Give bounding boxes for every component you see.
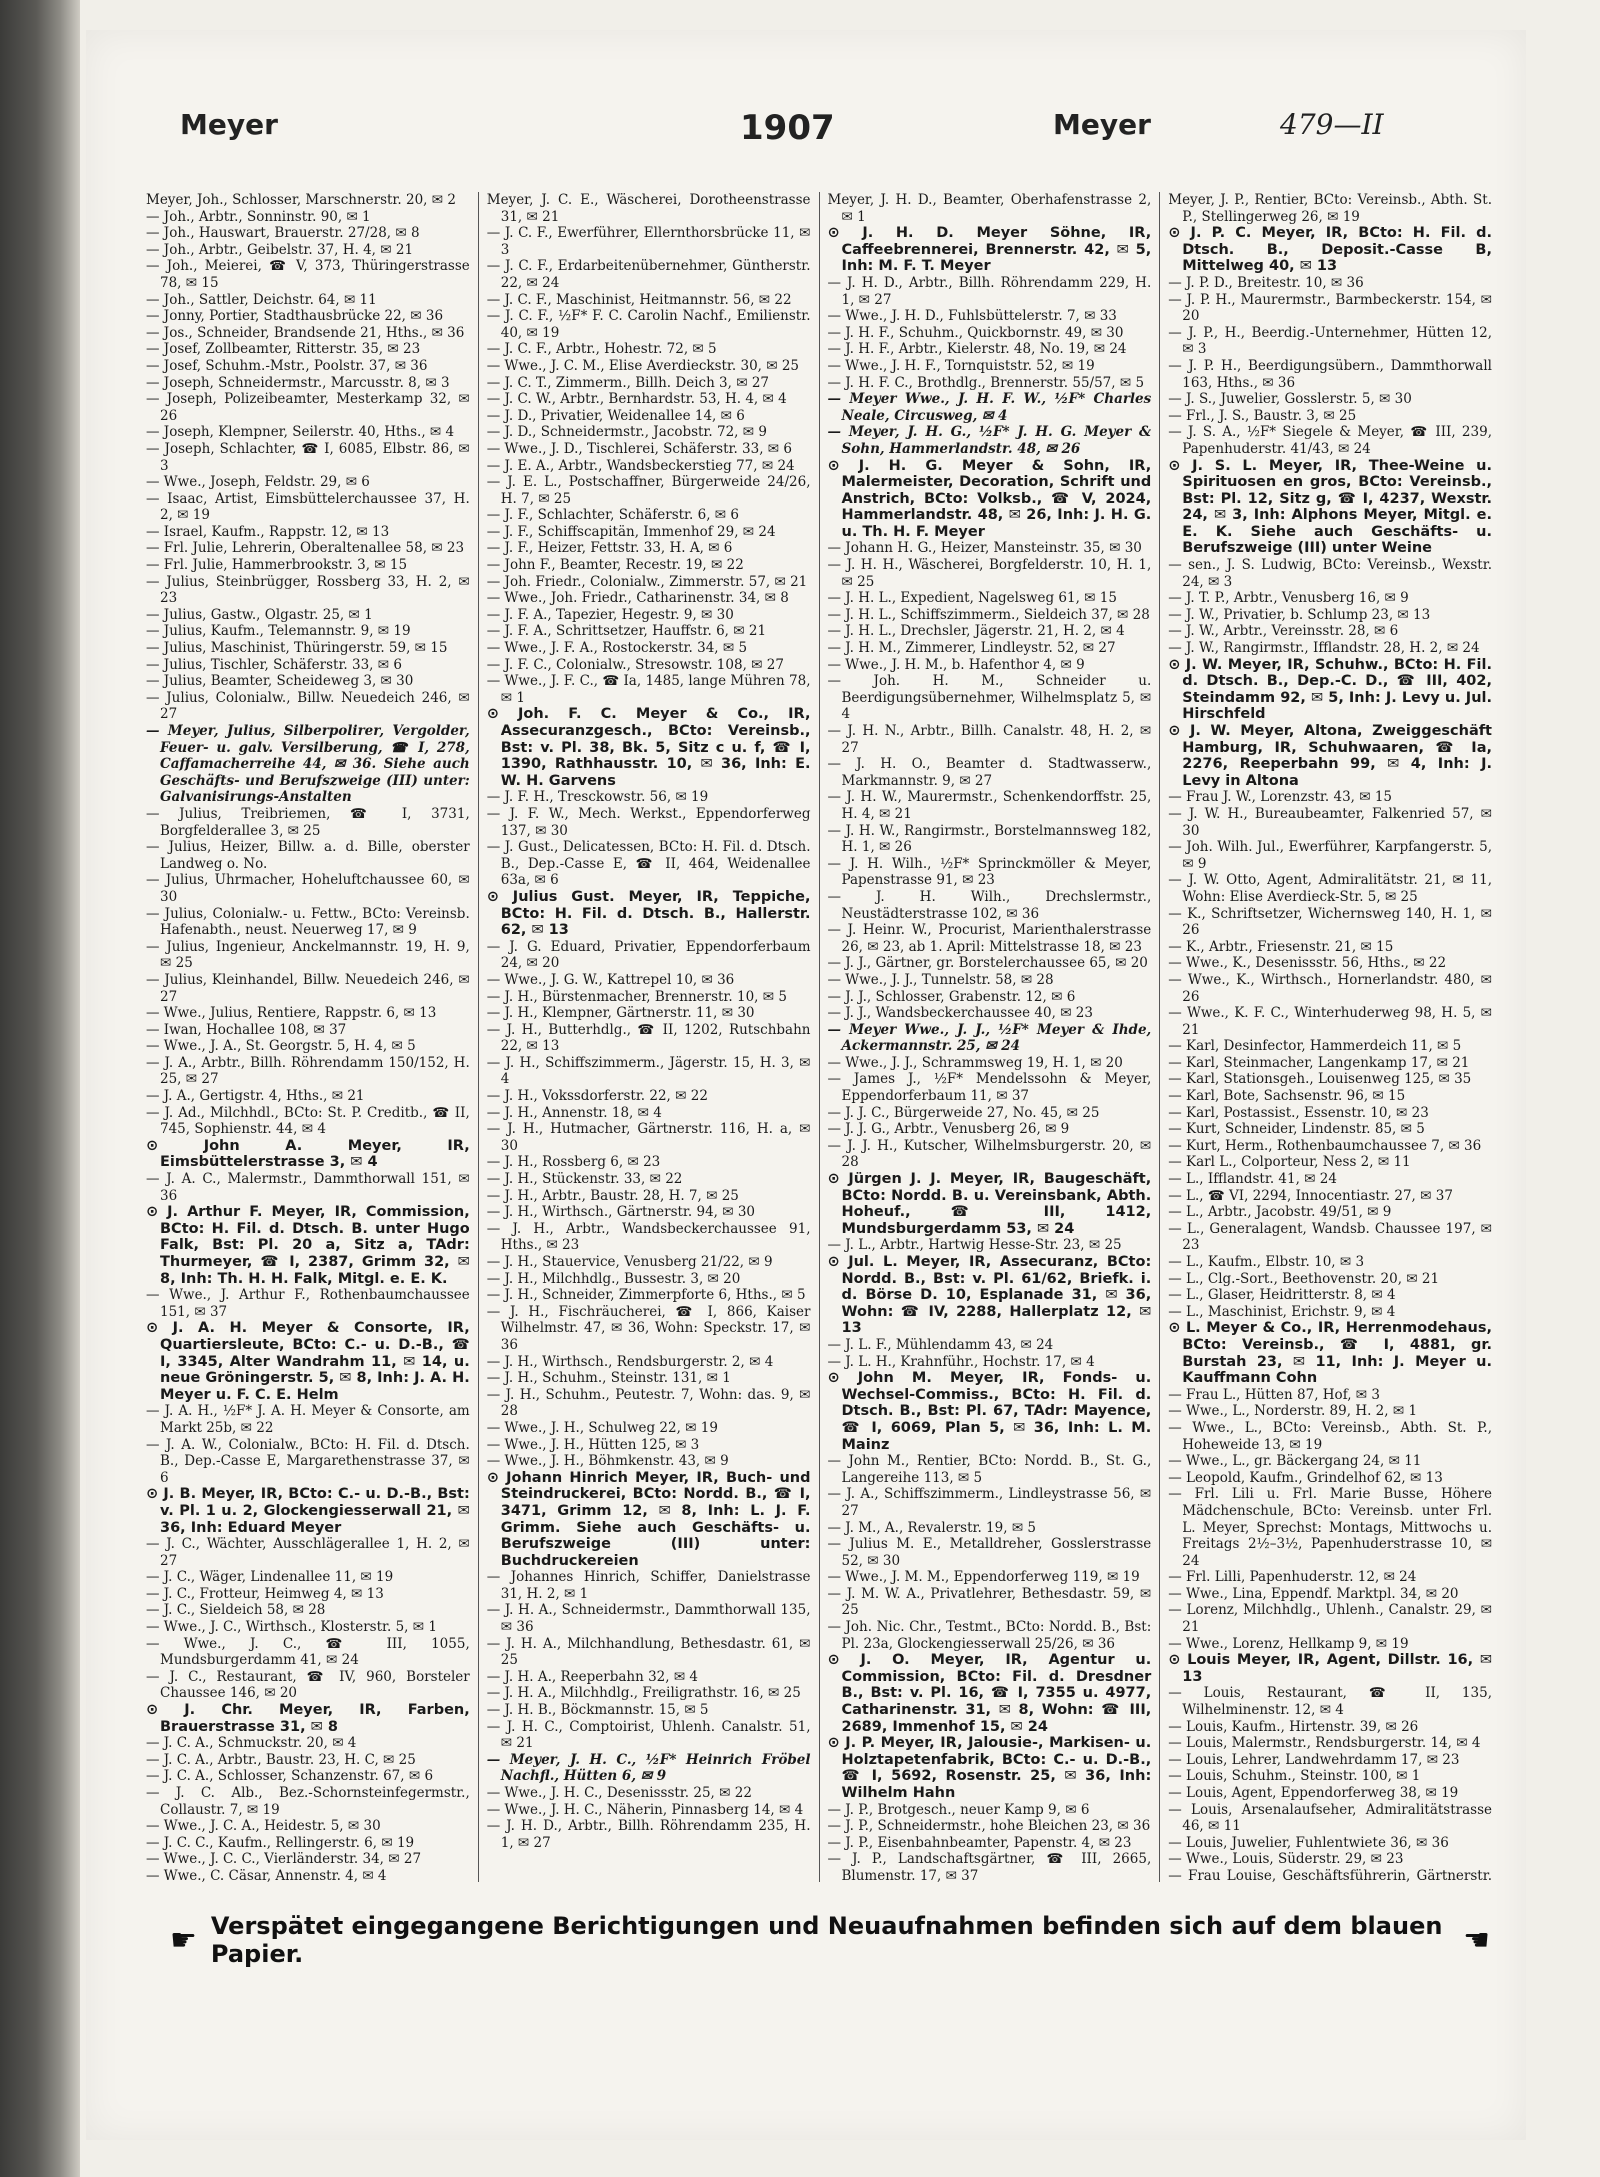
directory-entry: — J. H. A., Schneidermstr., Dammthorwall 135, ✉ 36 — [486, 1602, 811, 1636]
directory-entry: — L., Arbtr., Jacobstr. 49/51, ✉ 9 — [1168, 1204, 1392, 1221]
directory-entry: ⊙ J. H. G. Meyer & Sohn, IR, Malermeister, Decoration, Schrift und Anstrich, BCto: Volksb., ☎ V, 2024, Hammerlandstr. 48, ✉ 26, Inh: J. H. G. u. Th. H. F. Meyer — [827, 457, 1152, 540]
directory-entry: — Wwe., J. H. C., Näherin, Pinnasberg 14, ✉ 4 — [486, 1801, 804, 1818]
directory-entry: — Joh. Wilh. Jul., Ewerführer, Karpfangerstr. 5, ✉ 9 — [1168, 839, 1492, 872]
directory-entry: ⊙ Joh. F. C. Meyer & Co., IR, Assecuranzgesch., BCto: Vereinsb., Bst: v. Pl. 38, Bk. 5, Sitz c u. f, ☎ I, 1390, Rathhausstr. 10, ✉ 36, Inh: E. W. H. Garvens — [486, 706, 811, 789]
directory-entry: — J. C., Wächter, Ausschlägerallee 1, H. 2, ✉ 27 — [146, 1536, 470, 1569]
directory-entry: — J. H. F. C., Brothdlg., Brennerstr. 55/57, ✉ 5 — [827, 374, 1145, 391]
directory-entry: — Wwe., J. H. M., b. Hafenthor 4, ✉ 9 — [827, 656, 1085, 673]
directory-entry: ⊙ J. W. Meyer, Altona, Zweiggeschäft Hamburg, IR, Schuhwaaren, ☎ Ia, 2276, Reeperbahn 99, ✉ 4, Inh: J. Levy in Altona — [1168, 723, 1492, 789]
directory-entry: — Wwe., C. Cäsar, Annenstr. 4, ✉ 4 — [146, 1867, 387, 1882]
directory-entry: — L., Generalagent, Wandsb. Chaussee 197, ✉ 23 — [1168, 1220, 1492, 1254]
directory-entry: — J. J., Schlosser, Grabenstr. 12, ✉ 6 — [827, 988, 1076, 1005]
directory-entry: — Wwe., J. Arthur F., Rothenbaumchaussee 151, ✉ 37 — [146, 1287, 470, 1320]
directory-entry: — Wwe., J. G. W., Kattrepel 10, ✉ 36 — [486, 971, 735, 988]
directory-entry: — Frl. Lili u. Frl. Marie Busse, Höhere Mädchenschule, BCto: Vereinsb. unter Frl. L. Meyer, Sprechst: Montags, Mittwochs u. Freitags 2½–3½, Papenhuderstrasse 10, ✉ 24 — [1168, 1486, 1492, 1569]
directory-entry: — Julius, Heizer, Billw. a. d. Bille, oberster Landweg o. No. — [146, 839, 470, 872]
directory-entry: — Joh., Arbtr., Sonninstr. 90, ✉ 1 — [146, 208, 371, 225]
directory-entry: — Wwe., K., Desenissstr. 56, Hths., ✉ 22 — [1168, 955, 1447, 972]
directory-entry: — Wwe., Julius, Rentiere, Rappstr. 6, ✉ 13 — [146, 1005, 437, 1022]
directory-entry: — J. H., Arbtr., Baustr. 28, H. 7, ✉ 25 — [486, 1187, 739, 1204]
directory-entry: ⊙ J. Arthur F. Meyer, IR, Commission, BCto: H. Fil. d. Dtsch. B. unter Hugo Falk, Bst: Pl. 20 a, Sitz a, TAdr: Thurmeyer, ☎ I, 2387, Grimm 32, ✉ 8, Inh: Th. H. H. Falk, Mitgl. e. E. K. — [146, 1204, 470, 1287]
directory-entry: — Louis, Lehrer, Landwehrdamm 17, ✉ 23 — [1168, 1751, 1460, 1768]
directory-entry: ⊙ J. P. C. Meyer, IR, BCto: H. Fil. d. Dtsch. B., Deposit.-Casse B, Mittelweg 40, ✉ 13 — [1168, 225, 1492, 275]
directory-entry: — Julius, Colonialw., Billw. Neuedeich 246, ✉ 27 — [146, 689, 470, 723]
directory-entry: — J. H. L., Expedient, Nagelsweg 61, ✉ 15 — [827, 590, 1117, 607]
directory-entry: — J. H. F., Schuhm., Quickbornstr. 49, ✉ 30 — [827, 324, 1124, 341]
directory-entry: ⊙ Johann Hinrich Meyer, IR, Buch- und Steindruckerei, BCto: Nordd. B., ☎ I, 3471, Grimm 12, ✉ 8, Inh: L. J. F. Grimm. Siehe auch Geschäfts- u. Berufszweige (III) unter: Buchdruckereien — [486, 1469, 811, 1569]
directory-entry: — Frl. Julie, Hammerbrookstr. 3, ✉ 15 — [146, 557, 408, 574]
directory-entry: — Leopold, Kaufm., Grindelhof 62, ✉ 13 — [1168, 1469, 1443, 1486]
directory-entry: — Julius, Steinbrügger, Rossberg 33, H. 2, ✉ 23 — [146, 573, 470, 607]
directory-entry: — J. C. Alb., Bez.-Schornsteinfegermstr., Collaustr. 7, ✉ 19 — [146, 1785, 470, 1818]
directory-entry: — Lorenz, Milchhdlg., Uhlenh., Canalstr. 29, ✉ 21 — [1168, 1602, 1492, 1636]
directory-entry: ⊙ J. O. Meyer, IR, Agentur u. Commission, BCto: Fil. d. Dresdner B., Bst: v. Pl. 16, ☎ I, 7355 u. 4977, Catharinenstr. 31, ✉ 8, Wohn: ☎ III, 2689, Immenhof 15, ✉ 24 — [827, 1652, 1152, 1735]
directory-entry: — J. C. C., Kaufm., Rellingerstr. 6, ✉ 19 — [146, 1834, 415, 1851]
directory-entry: — J. H., Schuhm., Peutestr. 7, Wohn: das. 9, ✉ 28 — [486, 1386, 811, 1420]
directory-entry: — Wwe., Joseph, Feldstr. 29, ✉ 6 — [146, 474, 370, 491]
directory-entry: — J. J. H., Kutscher, Wilhelmsburgerstr. 20, ✉ 28 — [827, 1137, 1152, 1171]
directory-entry: ⊙ John M. Meyer, IR, Fonds- u. Wechsel-Commiss., BCto: H. Fil. d. Dtsch. B., Bst: Pl. 67, TAdr: Mayence, ☎ I, 6069, Plan 5, ✉ 36, Inh: L. M. Mainz — [827, 1370, 1152, 1453]
directory-entry: — Wwe., J. H. F., Tornquiststr. 52, ✉ 19 — [827, 357, 1095, 374]
directory-entry: — J. C. W., Arbtr., Bernhardstr. 53, H. 4, ✉ 4 — [486, 391, 787, 408]
directory-entry: — Wwe., Louis, Süderstr. 29, ✉ 23 — [1168, 1851, 1404, 1868]
directory-entry: — Wwe., J. H. D., Fuhlsbüttelerstr. 7, ✉ 33 — [827, 308, 1117, 325]
directory-entry: ⊙ J. S. L. Meyer, IR, Thee-Weine u. Spirituosen en gros, BCto: Vereinsb., Bst: Pl. 12, Sitz g, ☎ I, 4237, Wexstr. 24, ✉ 3, Inh: Alphons Meyer, Mitgl. e. E. K. Siehe auch Geschäfts- u. Berufszweige (III) unter Weine — [1168, 457, 1492, 557]
directory-entry: — J. D., Schneidermstr., Jacobstr. 72, ✉ 9 — [486, 424, 767, 441]
directory-entry: — Johannes Hinrich, Schiffer, Danielstrasse 31, H. 2, ✉ 1 — [486, 1569, 811, 1602]
directory-entry: Meyer, J. P., Rentier, BCto: Vereinsb., Abth. St. P., Stellingerweg 26, ✉ 19 — [1168, 192, 1492, 225]
directory-entry: — J. A. W., Colonialw., BCto: H. Fil. d. Dtsch. B., Dep.-Casse E, Margarethenstrasse 37, ✉ 6 — [146, 1436, 470, 1486]
directory-entry: — J. C. A., Schmuckstr. 20, ✉ 4 — [146, 1735, 357, 1752]
directory-entry: — Meyer Wwe., J. J., ½F* Meyer & Ihde, Ackermannstr. 25, ✉ 24 — [827, 1021, 1152, 1055]
directory-entry: — Wwe., Lina, Eppendf. Marktpl. 34, ✉ 20 — [1168, 1585, 1459, 1602]
directory-entry: — Wwe., Joh. Friedr., Catharinenstr. 34, ✉ 8 — [486, 590, 789, 607]
directory-entry: — Johann H. G., Heizer, Mansteinstr. 35, ✉ 30 — [827, 540, 1142, 557]
directory-entry: — J. H., Butterhdlg., ☎ II, 1202, Rutschbahn 22, ✉ 13 — [486, 1021, 811, 1055]
directory-entry: Meyer, J. C. E., Wäscherei, Dorotheenstrasse 31, ✉ 21 — [486, 192, 811, 225]
directory-entry: — Frau L., Hütten 87, Hof, ✉ 3 — [1168, 1386, 1380, 1403]
directory-entry: — J. H. W., Rangirmstr., Borstelmannsweg 182, H. 1, ✉ 26 — [827, 822, 1152, 856]
directory-entry: — Kurt, Herm., Rothenbaumchaussee 7, ✉ 36 — [1168, 1137, 1482, 1154]
directory-entry: — Josef, Schuhm.-Mstr., Poolstr. 37, ✉ 36 — [146, 357, 428, 374]
directory-entry: — J. H. L., Drechsler, Jägerstr. 21, H. 2, ✉ 4 — [827, 623, 1125, 640]
directory-entry: — Karl, Postassist., Essenstr. 10, ✉ 23 — [1168, 1104, 1429, 1121]
directory-entry: — J. H. Wilh., ½F* Sprinckmöller & Meyer, Papenstrasse 91, ✉ 23 — [827, 855, 1152, 889]
directory-entry: — Josef, Zollbeamter, Ritterstr. 35, ✉ 23 — [146, 341, 421, 358]
directory-entry: — L., Ifflandstr. 41, ✉ 24 — [1168, 1171, 1337, 1188]
directory-entry: ⊙ J. Chr. Meyer, IR, Farben, Brauerstrasse 31, ✉ 8 — [146, 1702, 470, 1735]
directory-entry: — Julius, Treibriemen, ☎ I, 3731, Borgfelderallee 3, ✉ 25 — [146, 805, 470, 839]
directory-entry: — Wwe., L., Norderstr. 89, H. 2, ✉ 1 — [1168, 1403, 1418, 1420]
directory-entry: — L., Maschinist, Erichstr. 9, ✉ 4 — [1168, 1303, 1396, 1320]
directory-entry: — John M., Rentier, BCto: Nordd. B., St. G., Langereihe 113, ✉ 5 — [827, 1453, 1152, 1486]
directory-entry: — James J., ½F* Mendelssohn & Meyer, Eppendorferbaum 11, ✉ 37 — [827, 1071, 1152, 1105]
directory-entry: — J. L. H., Krahnführ., Hochstr. 17, ✉ 4 — [827, 1353, 1095, 1370]
directory-entry: — Joh. Nic. Chr., Testmt., BCto: Nordd. B., Bst: Pl. 23a, Glockengiesserwall 25/26, ✉ 36 — [827, 1619, 1152, 1652]
directory-entry: — J. F. C., Colonialw., Stresowstr. 108, ✉ 27 — [486, 656, 784, 673]
directory-entry: — Karl, Bote, Sachsenstr. 96, ✉ 15 — [1168, 1088, 1406, 1105]
directory-entry: — Wwe., K. F. C., Winterhuderweg 98, H. 5, ✉ 21 — [1168, 1005, 1492, 1038]
directory-entry: — Isaac, Artist, Eimsbüttelerchaussee 37, H. 2, ✉ 19 — [146, 490, 470, 524]
directory-columns — [138, 192, 1500, 1882]
directory-entry: — J. P. H., Beerdigungsübern., Dammthorwall 163, Hths., ✉ 36 — [1168, 357, 1492, 391]
directory-entry: — Wwe., L., gr. Bäckergang 24, ✉ 11 — [1168, 1453, 1422, 1470]
directory-entry: — J. F. A., Schrittsetzer, Hauffstr. 6, ✉ 21 — [486, 623, 767, 640]
directory-entry: — L., Kaufm., Elbstr. 10, ✉ 3 — [1168, 1254, 1365, 1270]
column-3 — [820, 192, 1161, 1882]
footer-text: Verspätet eingegangene Berichtigungen und Neuaufnahmen befinden sich auf dem blauen Papier. — [210, 1912, 1443, 1968]
directory-entry: ⊙ Jürgen J. J. Meyer, IR, Baugeschäft, BCto: Nordd. B. u. Vereinsbank, Abth. Hoheuf., ☎ III, 1412, Mundsburgerdamm 53, ✉ 24 — [827, 1171, 1152, 1237]
directory-entry: — J. H., Klempner, Gärtnerstr. 11, ✉ 30 — [486, 1005, 755, 1022]
directory-entry: — Joh. H. M., Schneider u. Beerdigungsübernehmer, Wilhelmsplatz 5, ✉ 4 — [827, 673, 1152, 723]
directory-entry: ⊙ J. A. H. Meyer & Consorte, IR, Quartiersleute, BCto: C.- u. D.-B., ☎ I, 3345, Alter Wandrahm 11, ✉ 14, u. neue Gröningerstr. 5, ✉ 8, Inh: J. A. H. Meyer u. F. C. E. Helm — [146, 1320, 470, 1403]
directory-entry: — Wwe., J. C., ☎ III, 1055, Mundsburgerdamm 41, ✉ 24 — [146, 1635, 470, 1669]
directory-entry: — J. H. D., Arbtr., Billh. Röhrendamm 229, H. 1, ✉ 27 — [827, 274, 1152, 308]
directory-entry: — J. A. C., Malermstr., Dammthorwall 151, ✉ 36 — [146, 1171, 470, 1204]
directory-entry: — L., Clg.-Sort., Beethovenstr. 20, ✉ 21 — [1168, 1270, 1440, 1287]
directory-entry: — J. F. H., Tresckowstr. 56, ✉ 19 — [486, 789, 709, 806]
directory-entry: — J. Heinr. W., Procurist, Marienthalerstrasse 26, ✉ 23, ab 1. April: Mittelstrasse 18, ✉ 23 — [827, 922, 1152, 955]
directory-entry: — Joseph, Schlachter, ☎ I, 6085, Elbstr. 86, ✉ 3 — [146, 440, 470, 474]
directory-entry: — J. J. G., Arbtr., Venusberg 26, ✉ 9 — [827, 1121, 1070, 1138]
directory-entry: — Joseph, Schneidermstr., Marcusstr. 8, ✉ 3 — [146, 374, 450, 391]
directory-entry: — Wwe., J. H., Böhmkenstr. 43, ✉ 9 — [486, 1453, 729, 1470]
directory-entry: — Frau J. W., Lorenzstr. 43, ✉ 15 — [1168, 789, 1393, 806]
directory-entry: — Frl. Lilli, Papenhuderstr. 12, ✉ 24 — [1168, 1569, 1417, 1586]
directory-entry: — Karl, Desinfector, Hammerdeich 11, ✉ 5 — [1168, 1038, 1462, 1055]
pointing-hand-icon: ☛ — [170, 1922, 197, 1958]
directory-entry: — J. H., Milchhdlg., Bussestr. 3, ✉ 20 — [486, 1270, 741, 1287]
directory-entry: — J. D., Privatier, Weidenallee 14, ✉ 6 — [486, 407, 745, 424]
footer-notice — [170, 1912, 1490, 1968]
directory-entry: — Karl, Steinmacher, Langenkamp 17, ✉ 21 — [1168, 1054, 1470, 1071]
directory-entry: — J. H., Annenstr. 18, ✉ 4 — [486, 1104, 662, 1121]
directory-entry: — J. H., Schuhm., Steinstr. 131, ✉ 1 — [486, 1370, 731, 1387]
directory-entry: — Wwe., J. F. A., Rostockerstr. 34, ✉ 5 — [486, 640, 748, 657]
directory-entry: — Wwe., J. H., Hütten 125, ✉ 3 — [486, 1436, 700, 1453]
directory-entry: — Julius M. E., Metalldreher, Gosslerstrasse 52, ✉ 30 — [827, 1536, 1152, 1569]
directory-entry: — Karl L., Colporteur, Ness 2, ✉ 11 — [1168, 1154, 1411, 1171]
directory-entry: — Julius, Uhrmacher, Hoheluftchaussee 60, ✉ 30 — [146, 872, 470, 905]
directory-entry: — Frau Louise, Geschäftsführerin, Gärtnerstr. — [1168, 1867, 1492, 1882]
directory-entry: — J. H. L., Schiffszimmerm., Sieldeich 37, ✉ 28 — [827, 606, 1150, 623]
directory-entry: — J. C., Sieldeich 58, ✉ 28 — [146, 1602, 326, 1619]
directory-entry: — Wwe., J. H. C., Desenissstr. 25, ✉ 22 — [486, 1785, 752, 1801]
directory-entry: Meyer, Joh., Schlosser, Marschnerstr. 20, ✉ 2 — [146, 192, 456, 208]
directory-entry: — J. P. D., Breitestr. 10, ✉ 36 — [1168, 274, 1364, 291]
directory-entry: — Louis, Malermstr., Rendsburgerstr. 14, ✉ 4 — [1168, 1735, 1481, 1752]
directory-entry: ⊙ J. P. Meyer, IR, Jalousie-, Markisen- u. Holztapetenfabrik, BCto: C.- u. D.-B., ☎ I, 5692, Rosenstr. 25, ✉ 36, Inh: Wilhelm Hahn — [827, 1735, 1152, 1801]
directory-entry: — Wwe., J. M. M., Eppendorferweg 119, ✉ 19 — [827, 1569, 1140, 1586]
directory-entry: — Joh., Meierei, ☎ V, 373, Thüringerstrasse 78, ✉ 15 — [146, 258, 470, 291]
directory-entry: — J. F. A., Tapezier, Hegestr. 9, ✉ 30 — [486, 606, 734, 623]
directory-entry: — Wwe., J. A., St. Georgstr. 5, H. 4, ✉ 5 — [146, 1038, 416, 1055]
directory-entry: — J. H. A., Reeperbahn 32, ✉ 4 — [486, 1668, 699, 1685]
directory-entry: — J. A., Arbtr., Billh. Röhrendamm 150/152, H. 25, ✉ 27 — [146, 1054, 470, 1088]
directory-entry: — Louis, Juwelier, Fuhlentwiete 36, ✉ 36 — [1168, 1834, 1449, 1851]
directory-entry: — Frl. Julie, Lehrerin, Oberaltenallee 58, ✉ 23 — [146, 540, 465, 557]
directory-entry: — J. C., Wäger, Lindenallee 11, ✉ 19 — [146, 1569, 394, 1586]
directory-entry: — Joh., Sattler, Deichstr. 64, ✉ 11 — [146, 291, 377, 308]
directory-entry: — John F., Beamter, Recestr. 19, ✉ 22 — [486, 557, 744, 574]
directory-entry: — J. H. W., Maurermstr., Schenkendorffstr. 25, H. 4, ✉ 21 — [827, 789, 1152, 822]
directory-entry: — J. A., Gertigstr. 4, Hths., ✉ 21 — [146, 1088, 365, 1105]
directory-entry: — J. M., A., Revalerstr. 19, ✉ 5 — [827, 1519, 1037, 1536]
directory-entry: — Joseph, Polizeibeamter, Mesterkamp 32, ✉ 26 — [146, 391, 470, 424]
directory-entry: — K., Arbtr., Friesenstr. 21, ✉ 15 — [1168, 938, 1394, 955]
directory-entry: — J. L., Arbtr., Hartwig Hesse-Str. 23, ✉ 25 — [827, 1237, 1122, 1254]
directory-entry: — Julius, Maschinist, Thüringerstr. 59, ✉ 15 — [146, 640, 448, 657]
directory-entry: — J. H. H., Wäscherei, Borgfelderstr. 10, H. 1, ✉ 25 — [827, 557, 1152, 590]
directory-entry: — Louis, Restaurant, ☎ II, 135, Wilhelminenstr. 12, ✉ 4 — [1168, 1685, 1492, 1719]
directory-entry: — J. A. H., ½F* J. A. H. Meyer & Consorte, am Markt 25b, ✉ 22 — [146, 1403, 470, 1436]
directory-entry: — Iwan, Hochallee 108, ✉ 37 — [146, 1021, 347, 1038]
directory-entry: — J. H. D., Arbtr., Billh. Röhrendamm 235, H. 1, ✉ 27 — [486, 1818, 811, 1851]
directory-entry: ⊙ Jul. L. Meyer, IR, Assecuranz, BCto: Nordd. B., Bst: v. Pl. 61/62, Briefk. i. d. Börse D. 10, Esplanade 31, ✉ 36, Wohn: ☎ IV, 2288, Hallerplatz 12, ✉ 13 — [827, 1254, 1152, 1337]
directory-entry: ⊙ L. Meyer & Co., IR, Herrenmodehaus, BCto: Vereinsb., ☎ I, 4881, gr. Burstah 23, ✉ 11, Inh: J. Meyer u. Kauffmann Cohn — [1168, 1320, 1492, 1387]
directory-entry: — J. J. C., Bürgerweide 27, No. 45, ✉ 25 — [827, 1104, 1100, 1121]
directory-entry: — J. H., Bürstenmacher, Brennerstr. 10, ✉ 5 — [486, 988, 787, 1005]
directory-entry: — Frl., J. S., Baustr. 3, ✉ 25 — [1168, 407, 1357, 424]
directory-entry: — J. H. A., Milchhandlung, Bethesdastr. 61, ✉ 25 — [486, 1635, 811, 1669]
directory-entry: — J. H., Hutmacher, Gärtnerstr. 116, H. a, ✉ 30 — [486, 1121, 811, 1154]
directory-entry: — J. H. B., Böckmannstr. 15, ✉ 5 — [486, 1702, 709, 1719]
header-year: 1907 — [740, 108, 835, 148]
directory-entry: — K., Schriftsetzer, Wichernsweg 140, H. 1, ✉ 26 — [1168, 905, 1492, 939]
column-4 — [1160, 192, 1500, 1882]
directory-entry: — J. C. F., ½F* F. C. Carolin Nachf., Emilienstr. 40, ✉ 19 — [486, 308, 811, 341]
directory-entry: — J. H. O., Beamter d. Stadtwasserw., Markmannstr. 9, ✉ 27 — [827, 756, 1152, 789]
directory-entry: — Louis, Arsenalaufseher, Admiralitätstrasse 46, ✉ 11 — [1168, 1801, 1492, 1835]
directory-entry: — J. J., Gärtner, gr. Borstelerchaussee 65, ✉ 20 — [827, 955, 1148, 972]
directory-entry: — Louis, Kaufm., Hirtenstr. 39, ✉ 26 — [1168, 1718, 1419, 1735]
directory-entry: — J. H., Stauervice, Venusberg 21/22, ✉ 9 — [486, 1254, 773, 1270]
directory-entry: — Julius, Colonialw.- u. Fettw., BCto: Vereinsb. Hafenabth., neust. Neuerweg 17, ✉ 9 — [146, 905, 470, 939]
directory-entry: — J. H. F., Arbtr., Kielerstr. 48, No. 19, ✉ 24 — [827, 341, 1127, 358]
directory-entry: — Meyer, Julius, Silberpolirer, Vergolder, Feuer- u. galv. Versilberung, ☎ I, 278, Caffamacherreihe 44, ✉ 36. Siehe auch Geschäfts- und Berufszweige (III) unter: Galvanisirungs-Anstalten — [146, 723, 470, 806]
directory-entry: — J. H. Wilh., Drechslermstr., Neustädterstrasse 102, ✉ 36 — [827, 888, 1152, 922]
directory-entry: — Julius, Kaufm., Telemannstr. 9, ✉ 19 — [146, 623, 411, 640]
directory-entry: — J. C. A., Schlosser, Schanzenstr. 67, ✉ 6 — [146, 1768, 434, 1785]
directory-entry: — J. W., Arbtr., Vereinsstr. 28, ✉ 6 — [1168, 623, 1399, 640]
directory-entry: — J. A., Schiffszimmerm., Lindleystrasse 56, ✉ 27 — [827, 1486, 1152, 1519]
scan-binding-edge — [0, 0, 80, 2177]
directory-entry: — J. M. W. A., Privatlehrer, Bethesdastr. 59, ✉ 25 — [827, 1585, 1152, 1619]
directory-entry: — Meyer, J. H. G., ½F* J. H. G. Meyer & Sohn, Hammerlandstr. 48, ✉ 26 — [827, 424, 1152, 457]
directory-entry: — J. L. F., Mühlendamm 43, ✉ 24 — [827, 1336, 1054, 1353]
directory-entry: — J. W., Privatier, b. Schlump 23, ✉ 13 — [1168, 606, 1431, 623]
directory-entry: — J. H., Schneider, Zimmerpforte 6, Hths., ✉ 5 — [486, 1287, 806, 1304]
directory-entry: — J. F. W., Mech. Werkst., Eppendorferweg 137, ✉ 30 — [486, 805, 811, 839]
directory-entry: — Wwe., Lorenz, Hellkamp 9, ✉ 19 — [1168, 1635, 1409, 1652]
directory-entry: — J. T. P., Arbtr., Venusberg 16, ✉ 9 — [1168, 590, 1409, 607]
directory-entry: ⊙ Julius Gust. Meyer, IR, Teppiche, BCto: H. Fil. d. Dtsch. B., Hallerstr. 62, ✉ 13 — [486, 888, 811, 939]
header-surname-right: Meyer — [1053, 108, 1151, 141]
directory-entry: — Wwe., J. H., Schulweg 22, ✉ 19 — [486, 1419, 718, 1436]
directory-entry: — J. E. A., Arbtr., Wandsbeckerstieg 77, ✉ 24 — [486, 457, 795, 474]
directory-entry: — J. H. M., Zimmerer, Lindleystr. 52, ✉ 27 — [827, 640, 1116, 657]
directory-entry: — J. H. A., Milchhdlg., Freiligrathstr. 16, ✉ 25 — [486, 1685, 801, 1702]
directory-entry: — J. H., Wirthsch., Rendsburgerstr. 2, ✉ 4 — [486, 1353, 774, 1370]
directory-entry: — J. S., Juwelier, Gosslerstr. 5, ✉ 30 — [1168, 391, 1412, 408]
directory-entry: — Jonny, Portier, Stadthausbrücke 22, ✉ 36 — [146, 308, 444, 325]
directory-entry: — Meyer Wwe., J. H. F. W., ½F* Charles Neale, Circusweg, ✉ 4 — [827, 391, 1152, 424]
directory-entry: — Wwe., J. J., Schrammsweg 19, H. 1, ✉ 20 — [827, 1054, 1123, 1071]
directory-entry: — Wwe., J. D., Tischlerei, Schäferstr. 33, ✉ 6 — [486, 440, 793, 457]
directory-entry: — Wwe., J. C. C., Vierländerstr. 34, ✉ 27 — [146, 1851, 422, 1868]
directory-entry: — Wwe., K., Wirthsch., Hornerlandstr. 480, ✉ 26 — [1168, 971, 1492, 1005]
directory-entry: — J. F., Schlachter, Schäferstr. 6, ✉ 6 — [486, 507, 739, 524]
directory-entry: — J. P., Brotgesch., neuer Kamp 9, ✉ 6 — [827, 1801, 1090, 1818]
page-header — [180, 108, 1530, 158]
column-2 — [479, 192, 820, 1882]
directory-entry: — Wwe., J. C. A., Heidestr. 5, ✉ 30 — [146, 1818, 381, 1835]
directory-entry: — J. H., Stückenstr. 33, ✉ 22 — [486, 1171, 683, 1188]
directory-entry: — J. P., Eisenbahnbeamter, Papenstr. 4, ✉ 23 — [827, 1834, 1132, 1851]
directory-entry: — Louis, Agent, Eppendorferweg 38, ✉ 19 — [1168, 1785, 1459, 1801]
directory-entry: — J. S. A., ½F* Siegele & Meyer, ☎ III, 239, Papenhuderstr. 41/43, ✉ 24 — [1168, 424, 1492, 457]
directory-entry: — Julius, Ingenieur, Anckelmannstr. 19, H. 9, ✉ 25 — [146, 938, 470, 972]
directory-entry: — Joseph, Klempner, Seilerstr. 40, Hths., ✉ 4 — [146, 424, 455, 441]
directory-entry: — J. H., Arbtr., Wandsbeckerchaussee 91, Hths., ✉ 23 — [486, 1220, 811, 1254]
directory-entry: — Joh., Arbtr., Geibelstr. 37, H. 4, ✉ 21 — [146, 241, 414, 258]
directory-entry: — L., Glaser, Heidritterstr. 8, ✉ 4 — [1168, 1287, 1396, 1304]
directory-entry: — J. H., Schiffszimmerm., Jägerstr. 15, H. 3, ✉ 4 — [486, 1054, 811, 1088]
directory-entry: — J. H. N., Arbtr., Billh. Canalstr. 48, H. 2, ✉ 27 — [827, 723, 1152, 756]
directory-entry: — J. W., Rangirmstr., Ifflandstr. 28, H. 2, ✉ 24 — [1168, 640, 1480, 657]
directory-entry: — J. P. H., Maurermstr., Barmbeckerstr. 154, ✉ 20 — [1168, 291, 1492, 325]
directory-entry: — J. C. F., Ewerführer, Ellernthorsbrücke 11, ✉ 3 — [486, 225, 811, 258]
directory-entry: — J. C. F., Erdarbeitenübernehmer, Güntherstr. 22, ✉ 24 — [486, 258, 811, 291]
directory-entry: — J. C. F., Arbtr., Hohestr. 72, ✉ 5 — [486, 341, 717, 358]
directory-entry: ⊙ John A. Meyer, IR, Eimsbüttelerstrasse 3, ✉ 4 — [146, 1137, 470, 1171]
directory-entry: — Wwe., L., BCto: Vereinsb., Abth. St. P., Hoheweide 13, ✉ 19 — [1168, 1419, 1492, 1453]
directory-entry: — Louis, Schuhm., Steinstr. 100, ✉ 1 — [1168, 1768, 1421, 1785]
directory-entry: — J. C. T., Zimmerm., Billh. Deich 3, ✉ 27 — [486, 374, 770, 391]
directory-entry: — Julius, Beamter, Scheideweg 3, ✉ 30 — [146, 673, 414, 690]
directory-entry: — Karl, Stationsgeh., Louisenweg 125, ✉ 35 — [1168, 1071, 1472, 1088]
directory-entry: Meyer, J. H. D., Beamter, Oberhafenstrasse 2, ✉ 1 — [827, 192, 1152, 225]
directory-entry: ⊙ J. B. Meyer, IR, BCto: C.- u. D.-B., Bst: v. Pl. 1 u. 2, Glockengiesserwall 21, ✉ 36, Inh: Eduard Meyer — [146, 1486, 470, 1536]
directory-entry: — J. C. F., Maschinist, Heitmannstr. 56, ✉ 22 — [486, 291, 792, 308]
directory-entry: — Israel, Kaufm., Rappstr. 12, ✉ 13 — [146, 523, 390, 540]
directory-entry: — Jos., Schneider, Brandsende 21, Hths., ✉ 36 — [146, 324, 465, 341]
directory-entry: ⊙ J. H. D. Meyer Söhne, IR, Caffeebrennerei, Brennerstr. 42, ✉ 5, Inh: M. F. T. Meyer — [827, 225, 1152, 275]
directory-entry: — J. P., H., Beerdig.-Unternehmer, Hütten 12, ✉ 3 — [1168, 324, 1492, 358]
directory-entry: — J. H., Fischräucherei, ☎ I, 866, Kaiser Wilhelmstr. 47, ✉ 36, Wohn: Speckstr. 17, ✉ 36 — [486, 1303, 811, 1353]
column-1 — [138, 192, 479, 1882]
directory-entry: — J. J., Wandsbeckerchaussee 40, ✉ 23 — [827, 1005, 1093, 1022]
directory-entry: — Wwe., J. C. M., Elise Averdieckstr. 30, ✉ 25 — [486, 357, 800, 374]
directory-entry: — J. Ad., Milchhdl., BCto: St. P. Creditb., ☎ II, 745, Sophienstr. 44, ✉ 4 — [146, 1104, 470, 1138]
directory-entry: — J. C., Restaurant, ☎ IV, 960, Borsteler Chaussee 146, ✉ 20 — [146, 1668, 470, 1702]
directory-entry: — Julius, Kleinhandel, Billw. Neuedeich 246, ✉ 27 — [146, 971, 470, 1005]
directory-entry: — J. W. Otto, Agent, Admiralitätstr. 21, ✉ 11, Wohn: Elise Averdieck-Str. 5, ✉ 25 — [1168, 872, 1492, 905]
pointing-hand-icon: ☚ — [1463, 1922, 1490, 1958]
directory-entry: — Meyer, J. H. C., ½F* Heinrich Fröbel Nachfl., Hütten 6, ✉ 9 — [486, 1751, 811, 1785]
directory-entry: — J. G. Eduard, Privatier, Eppendorferbaum 24, ✉ 20 — [486, 938, 811, 972]
directory-entry: — Julius, Tischler, Schäferstr. 33, ✉ 6 — [146, 656, 402, 673]
directory-entry: — J. F., Heizer, Fettstr. 33, H. A, ✉ 6 — [486, 540, 733, 557]
directory-entry: — sen., J. S. Ludwig, BCto: Vereinsb., Wexstr. 24, ✉ 3 — [1168, 557, 1492, 590]
directory-entry: ⊙ Louis Meyer, IR, Agent, Dillstr. 16, ✉ 13 — [1168, 1652, 1492, 1685]
directory-entry: — J. P., Landschaftsgärtner, ☎ III, 2665, Blumenstr. 17, ✉ 37 — [827, 1851, 1152, 1882]
directory-entry: — J. C. A., Arbtr., Baustr. 23, H. C, ✉ 25 — [146, 1751, 416, 1768]
directory-entry: — J. H., Rossberg 6, ✉ 23 — [486, 1154, 661, 1171]
directory-entry: — J. H. C., Comptoirist, Uhlenh. Canalstr. 51, ✉ 21 — [486, 1718, 811, 1752]
directory-entry: — J. H., Vokssdorferstr. 22, ✉ 22 — [486, 1088, 708, 1105]
page-number: 479—II — [1280, 108, 1384, 141]
directory-entry: — L., ☎ VI, 2294, Innocentiastr. 27, ✉ 37 — [1168, 1187, 1453, 1204]
directory-entry: — J. F., Schiffscapitän, Immenhof 29, ✉ 24 — [486, 523, 776, 540]
directory-entry: — J. W. H., Bureaubeamter, Falkenried 57, ✉ 30 — [1168, 805, 1492, 839]
directory-entry: — Wwe., J. C., Wirthsch., Klosterstr. 5, ✉ 1 — [146, 1619, 437, 1636]
directory-entry: ⊙ J. W. Meyer, IR, Schuhw., BCto: H. Fil. d. Dtsch. B., Dep.-C. D., ☎ III, 402, Steindamm 92, ✉ 5, Inh: J. Levy u. Jul. Hirschfeld — [1168, 656, 1492, 723]
directory-entry: — J. E. L., Postschaffner, Bürgerweide 24/26, H. 7, ✉ 25 — [486, 474, 811, 507]
header-surname-left: Meyer — [180, 108, 278, 141]
directory-entry: — Joh. Friedr., Colonialw., Zimmerstr. 57, ✉ 21 — [486, 573, 808, 590]
directory-entry: — Kurt, Schneider, Lindenstr. 85, ✉ 5 — [1168, 1121, 1425, 1138]
directory-entry: — J. Gust., Delicatessen, BCto: H. Fil. d. Dtsch. B., Dep.-Casse E, ☎ II, 464, Weidenallee 63a, ✉ 6 — [486, 839, 811, 889]
directory-entry: — Joh., Hauswart, Brauerstr. 27/28, ✉ 8 — [146, 225, 420, 242]
directory-entry: — J. C., Frotteur, Heimweg 4, ✉ 13 — [146, 1585, 384, 1602]
directory-entry: — Wwe., J. J., Tunnelstr. 58, ✉ 28 — [827, 971, 1054, 988]
directory-entry: — Julius, Gastw., Olgastr. 25, ✉ 1 — [146, 606, 373, 623]
directory-entry: — Wwe., J. F. C., ☎ Ia, 1485, lange Mühren 78, ✉ 1 — [486, 673, 811, 706]
directory-entry: — J. H., Wirthsch., Gärtnerstr. 94, ✉ 30 — [486, 1204, 756, 1221]
directory-entry: — J. P., Schneidermstr., hohe Bleichen 23, ✉ 36 — [827, 1818, 1151, 1835]
